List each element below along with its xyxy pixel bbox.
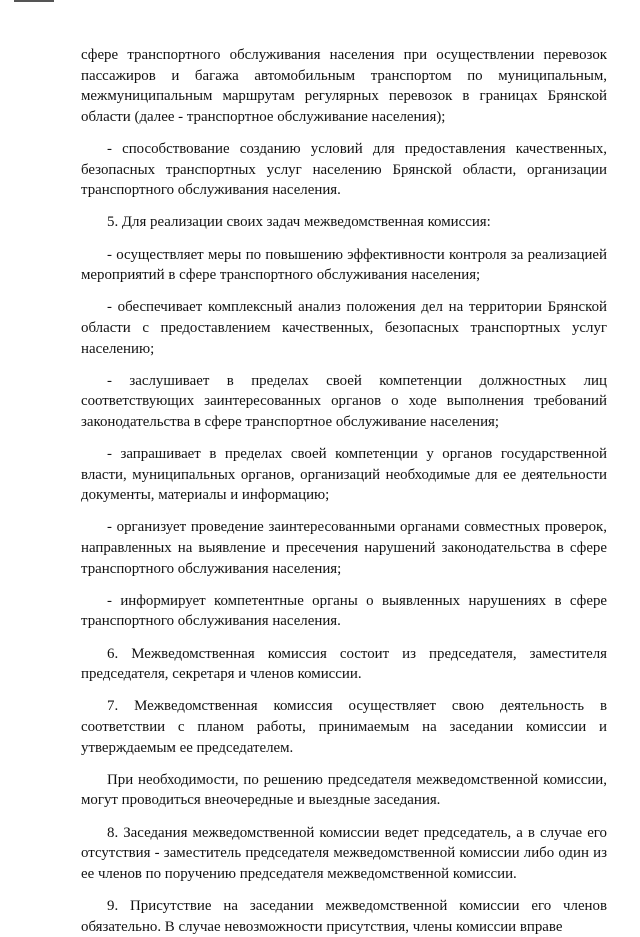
top-edge-mark bbox=[14, 0, 54, 2]
paragraph-item: - информирует компетентные органы о выявленных нарушениях в сфере транспортного обслуживания населения. bbox=[81, 592, 607, 630]
paragraph-item: - осуществляет меры по повышению эффективности контроля за реализацией мероприятий в сфере транспортного обслуживания населения; bbox=[81, 246, 607, 284]
paragraph-section-6: 6. Межведомственная комиссия состоит из председателя, заместителя председателя, секретаря и членов комиссии. bbox=[81, 645, 607, 683]
paragraph-item: - способствование созданию условий для предоставления качественных, безопасных транспортных услуг населению Брянской области, организации транспортного обслуживания населения. bbox=[81, 140, 607, 199]
paragraph-item: - запрашивает в пределах своей компетенции у органов государственной власти, муниципальных органов, организаций необходимые для ее деятельности документы, материалы и информацию; bbox=[81, 446, 607, 504]
paragraph-item: - заслушивает в пределах своей компетенции должностных лиц соответствующих заинтересованных органов о ходе выполнения требований законодательства в сфере транспортное обслуживание населения; bbox=[81, 372, 607, 430]
paragraph-item: - обеспечивает комплексный анализ положения дел на территории Брянской области с предоставлением качественных, безопасных транспортных услуг населению; bbox=[81, 299, 607, 357]
paragraph-item: - организует проведение заинтересованными органами совместных проверок, направленных на выявление и пресечения нарушений законодательства в сфере транспортного обслуживания населения; bbox=[81, 519, 607, 577]
paragraph-item: При необходимости, по решению председателя межведомственной комиссии, могут проводиться внеочередные и выездные заседания. bbox=[81, 771, 607, 809]
paragraph-section-5: 5. Для реализации своих задач межведомственная комиссия: bbox=[107, 214, 491, 231]
paragraph-continuation: сфере транспортного обслуживания населения при осуществлении перевозок пассажиров и багажа автомобильным транспортом по муниципальным, межмуниципальным маршрутам регулярных перевозок в границах Брянской области (далее - транспортное обслуживание населения); bbox=[81, 47, 607, 125]
paragraph-section-7: 7. Межведомственная комиссия осуществляет свою деятельность в соответствии с планом работы, принимаемым на заседании комиссии и утверждаемым ее председателем. bbox=[81, 698, 607, 756]
document-body bbox=[81, 45, 607, 937]
paragraph-section-9: 9. Присутствие на заседании межведомственной комиссии его членов обязательно. В случае невозможности присутствия, члены комиссии вправе bbox=[81, 897, 607, 935]
paragraph-section-8: 8. Заседания межведомственной комиссии ведет председатель, а в случае его отсутствия - заместитель председателя межведомственной комиссии либо один из ее членов по поручению председателя межведомственной комиссии. bbox=[81, 824, 607, 882]
